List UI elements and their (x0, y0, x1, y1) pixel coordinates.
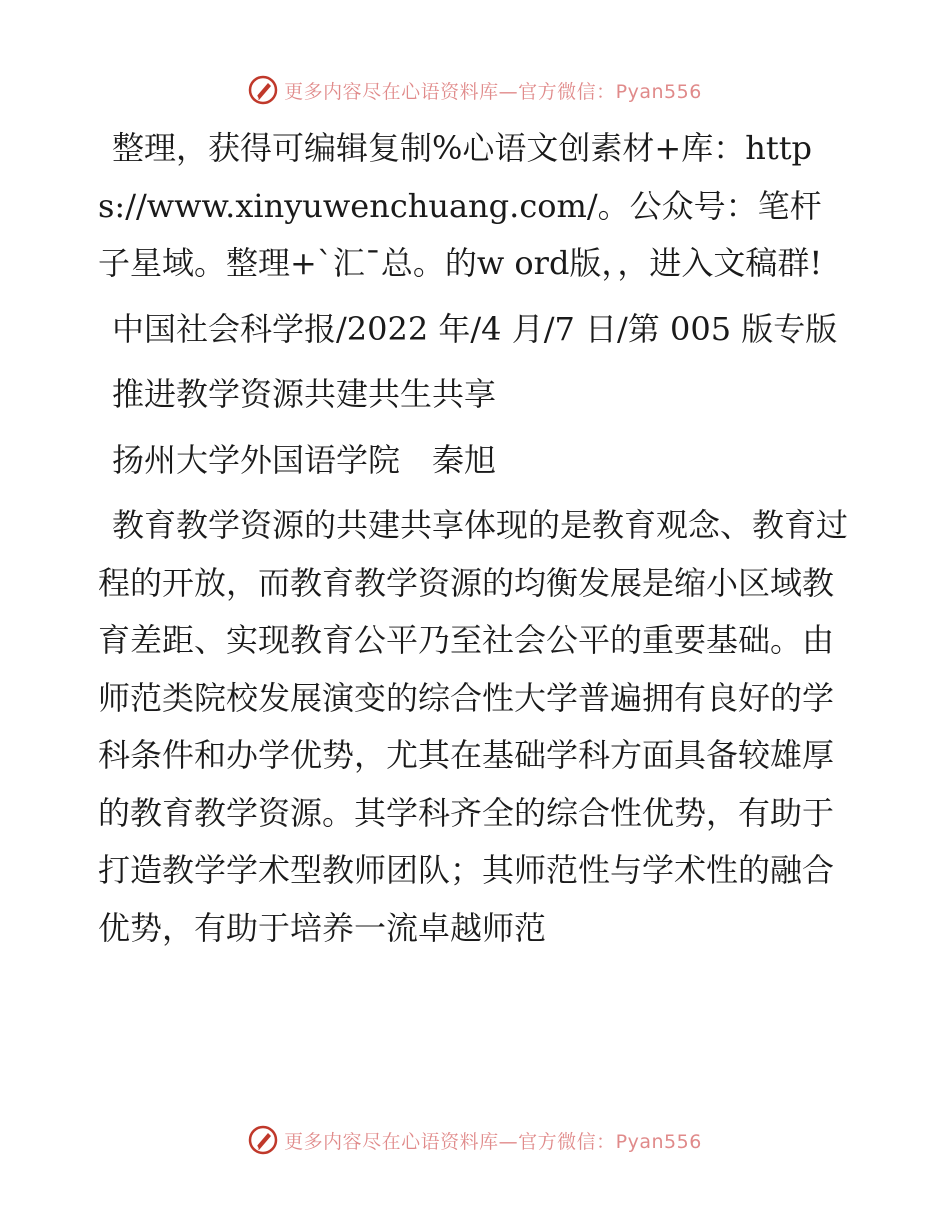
document-body (98, 120, 850, 965)
pen-logo-icon (248, 1125, 278, 1155)
source-line: 中国社会科学报/2022 年/4 月/7 日/第 005 版专版 (112, 309, 838, 348)
watermark-header (0, 72, 950, 108)
body-paragraph: 教育教学资源的共建共享体现的是教育观念、教育过程的开放，而教育教学资源的均衡发展是缩小区域教育差距、实现教育公平乃至社会公平的重要基础。由师范类院校发展演变的综合性大学普遍拥有良好的学科条件和办学优势，尤其在基础学科方面具备较雄厚的教育教学资源。其学科齐全的综合性优势，有助于打造教学学术型教师团队；其师范性与学术性的融合优势，有助于培养一流卓越师范 (98, 506, 849, 947)
watermark-footer (0, 1122, 950, 1158)
author-line: 扬州大学外国语学院 秦旭 (112, 440, 497, 479)
watermark-text: 更多内容尽在心语资料库—官方微信：Pyan556 (284, 80, 702, 103)
intro-paragraph: 整理，获得可编辑复制%心语文创素材+库：https://www.xinyuwenchuang.com/。公众号：笔杆子星域。整理+`汇¯总。的w ord版，，进入文稿群! (98, 129, 823, 282)
pen-logo-icon (248, 75, 278, 105)
watermark-text: 更多内容尽在心语资料库—官方微信：Pyan556 (284, 1130, 702, 1153)
article-title: 推进教学资源共建共生共享 (112, 375, 497, 413)
